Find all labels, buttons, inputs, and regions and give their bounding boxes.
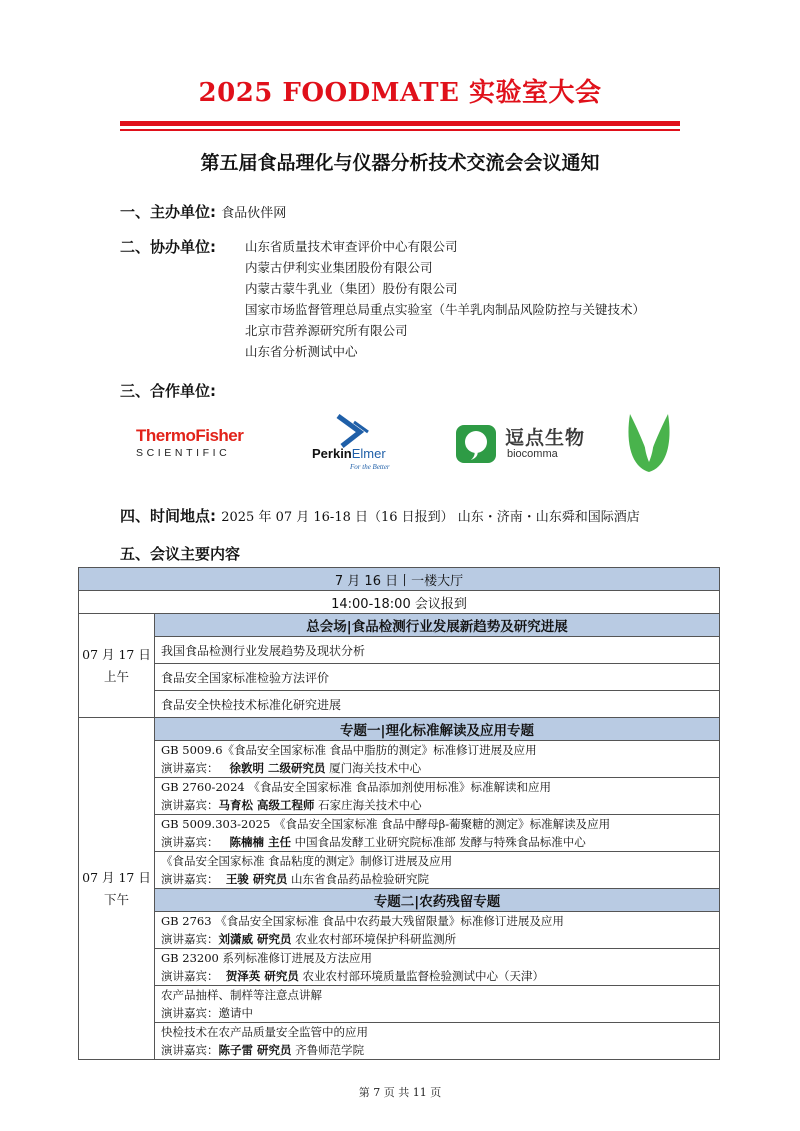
schedule-table	[78, 567, 720, 1060]
plenary-item: 我国食品检测行业发展趋势及现状分析	[155, 637, 720, 664]
perkinelmer-wordmark: PerkinElmer	[312, 446, 386, 461]
thermofisher-subtitle: SCIENTIFIC	[136, 447, 231, 459]
co-host-label: 二、协办单位:	[120, 238, 216, 256]
talk-title: GB 5009.303-2025 《食品安全国家标准 食品中酵母β-葡聚糖的测定》标准解读及应用	[161, 817, 611, 831]
table-row	[79, 778, 720, 815]
thermofisher-wordmark: ThermoFisher	[136, 426, 244, 445]
biocomma-logo	[455, 422, 605, 466]
talk-cell	[155, 778, 720, 815]
table-row	[79, 741, 720, 778]
table-row	[79, 1023, 720, 1060]
main-content-label: 五、会议主要内容	[120, 545, 241, 563]
table-row	[79, 614, 720, 637]
morning-period: 上午	[103, 668, 129, 684]
talk-cell	[155, 815, 720, 852]
talk-title: 快检技术在农产品质量安全监管中的应用	[161, 1025, 368, 1039]
talk-speaker-line: 演讲嘉宾： 陈楠楠 主任 中国食品发酵工业研究院标准部 发酵与特殊食品标准中心	[161, 835, 586, 849]
co-host-org: 内蒙古伊利实业集团股份有限公司	[245, 260, 433, 275]
co-host-org: 国家市场监督管理总局重点实验室（牛羊乳肉制品风险防控与关键技术）	[245, 302, 646, 317]
talk-title: GB 23200 系列标准修订进展及方法应用	[161, 951, 373, 965]
talk-cell	[155, 852, 720, 889]
table-row	[79, 912, 720, 949]
page-number: 第 7 页 共 11 页	[358, 1086, 442, 1099]
table-row	[79, 889, 720, 912]
biocomma-en-name: biocomma	[507, 448, 558, 460]
table-row	[79, 718, 720, 741]
afternoon-time-cell	[79, 718, 155, 1060]
time-location-value: 2025 年 07 月 16-18 日（16 日报到） 山东・济南・山东舜和国际酒店	[221, 510, 640, 525]
host-section	[120, 201, 286, 222]
header-rule-thick	[120, 121, 680, 126]
biocomma-cn-name: 逗点生物	[505, 427, 586, 449]
co-host-org: 山东省质量技术审查评价中心有限公司	[245, 239, 458, 254]
perkinelmer-mark-icon	[330, 414, 390, 448]
talk-cell	[155, 1023, 720, 1060]
afternoon-period: 下午	[103, 891, 129, 907]
table-row	[79, 664, 720, 691]
host-label: 一、主办单位:	[120, 203, 216, 221]
talk-speaker-line: 演讲嘉宾：邀请中	[161, 1006, 253, 1020]
talk-title: GB 2760-2024 《食品安全国家标准 食品添加剂使用标准》标准解读和应用	[161, 780, 552, 794]
topic1-title: 专题一|理化标准解读及应用专题	[155, 718, 720, 741]
time-location-section	[120, 505, 640, 526]
header-rule-thin	[120, 129, 680, 131]
talk-cell	[155, 986, 720, 1023]
table-row	[79, 815, 720, 852]
document-title: 第五届食品理化与仪器分析技术交流会会议通知	[200, 152, 600, 174]
perkinelmer-logo	[310, 414, 420, 474]
leaf-icon	[624, 408, 674, 476]
leaf-logo	[624, 408, 674, 476]
partner-logos	[130, 408, 690, 476]
plenary-item: 食品安全快检技术标准化研究进展	[155, 691, 720, 718]
table-row	[79, 691, 720, 718]
table-row	[79, 591, 720, 614]
morning-time-cell	[79, 614, 155, 718]
biocomma-mark-icon	[455, 424, 499, 464]
talk-speaker-line: 演讲嘉宾： 王骏 研究员 山东省食品药品检验研究院	[161, 872, 429, 886]
table-row	[79, 637, 720, 664]
talk-speaker-line: 演讲嘉宾：刘潇威 研究员 农业农村部环境保护科研监测所	[161, 932, 457, 946]
partner-label: 三、合作单位:	[120, 382, 216, 400]
talk-speaker-line: 演讲嘉宾：马育松 高级工程师 石家庄海关技术中心	[161, 798, 422, 812]
co-host-org: 内蒙古蒙牛乳业（集团）股份有限公司	[245, 281, 458, 296]
host-value: 食品伙伴网	[221, 206, 287, 221]
perkinelmer-tagline: For the Better	[350, 463, 390, 471]
day1-header: 7 月 16 日丨一楼大厅	[79, 568, 720, 591]
morning-date: 07 月 17 日	[82, 646, 151, 662]
talk-cell	[155, 949, 720, 986]
plenary-item: 食品安全国家标准检验方法评价	[155, 664, 720, 691]
table-row	[79, 852, 720, 889]
table-row	[79, 568, 720, 591]
afternoon-date: 07 月 17 日	[82, 869, 151, 885]
co-host-org: 山东省分析测试中心	[245, 344, 358, 359]
time-location-label: 四、时间地点:	[120, 507, 216, 525]
thermofisher-logo	[136, 426, 268, 459]
table-row	[79, 986, 720, 1023]
table-row	[79, 949, 720, 986]
talk-speaker-line: 演讲嘉宾： 贺泽英 研究员 农业农村部环境质量监督检验测试中心（天津）	[161, 969, 544, 983]
talk-cell	[155, 912, 720, 949]
conference-banner-title: 2025 FOODMATE 实验室大会	[198, 78, 602, 108]
talk-title: 农产品抽样、制样等注意点讲解	[161, 988, 322, 1002]
co-host-list	[245, 236, 645, 362]
plenary-session-title: 总会场|食品检测行业发展新趋势及研究进展	[155, 614, 720, 637]
day1-checkin: 14:00-18:00 会议报到	[79, 591, 720, 614]
talk-title: GB 5009.6《食品安全国家标准 食品中脂肪的测定》标准修订进展及应用	[161, 743, 537, 757]
talk-cell	[155, 741, 720, 778]
co-host-org: 北京市营养源研究所有限公司	[245, 323, 408, 338]
topic2-title: 专题二|农药残留专题	[155, 889, 720, 912]
talk-speaker-line: 演讲嘉宾：陈子雷 研究员 齐鲁师范学院	[161, 1043, 365, 1057]
talk-speaker-line: 演讲嘉宾： 徐敦明 二级研究员 厦门海关技术中心	[161, 761, 422, 775]
talk-title: GB 2763 《食品安全国家标准 食品中农药最大残留限量》标准修订进展及应用	[161, 914, 564, 928]
talk-title: 《食品安全国家标准 食品粘度的测定》制修订进展及应用	[161, 854, 453, 868]
